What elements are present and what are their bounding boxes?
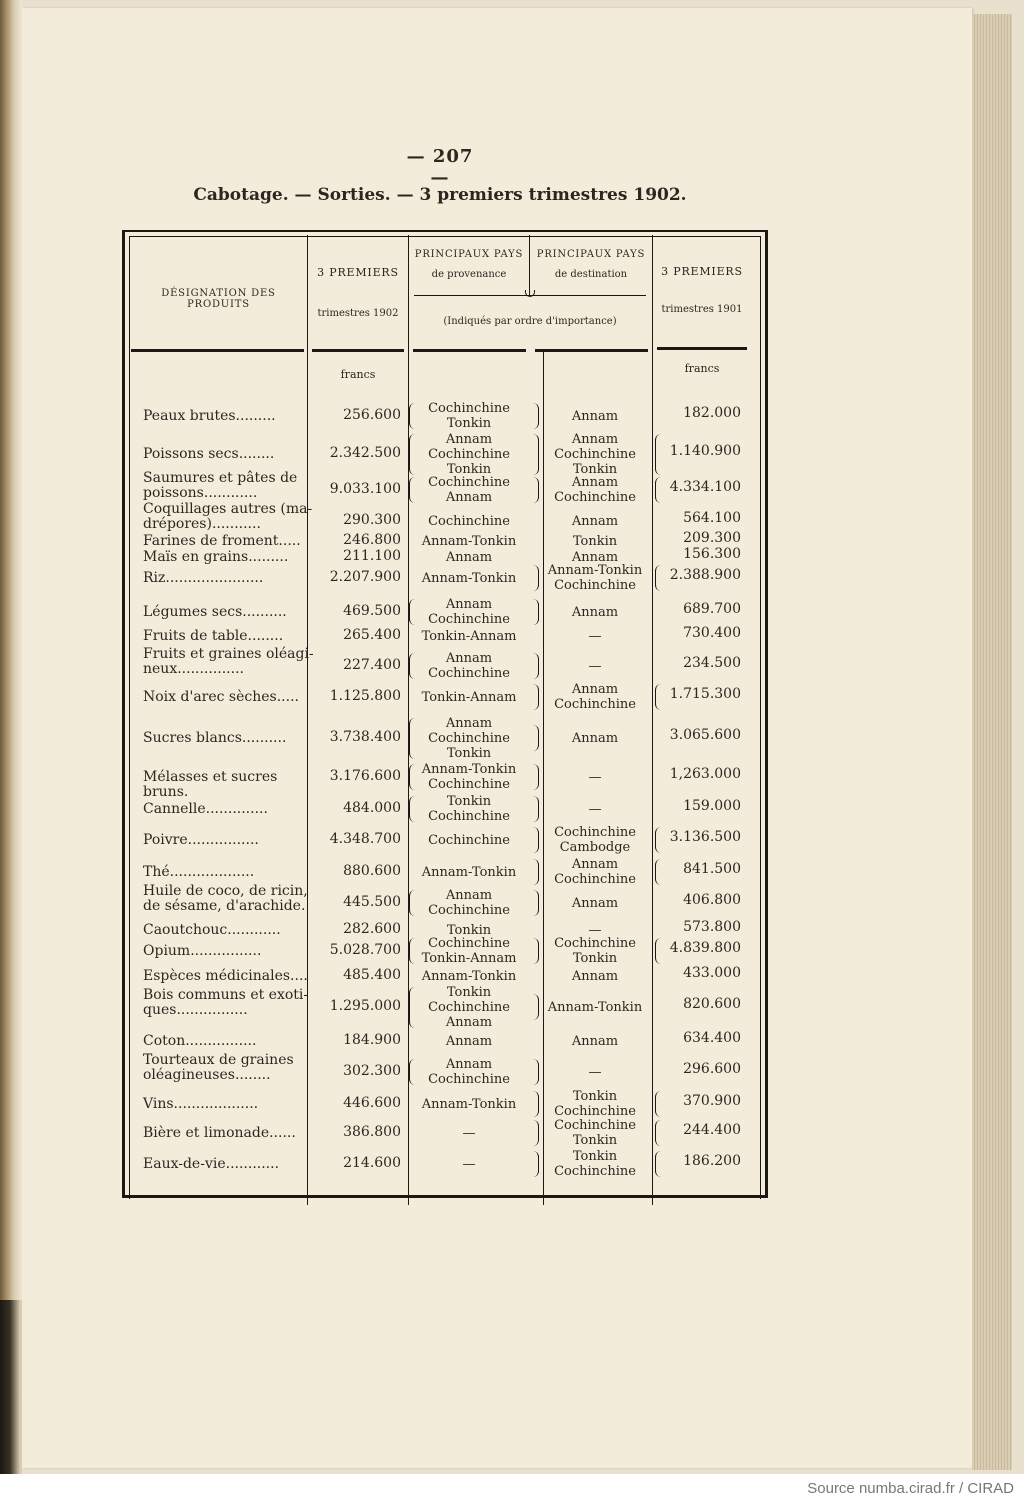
- value-1901: 4.839.800: [669, 940, 741, 956]
- provenance-countries-line: Cochinchine: [428, 475, 510, 490]
- provenance-countries: [412, 1157, 526, 1172]
- grouping-brace: [532, 599, 539, 625]
- source-credit: Source numba.cirad.fr / CIRAD: [807, 1480, 1014, 1497]
- header-provenance-bottom: de provenance: [431, 269, 507, 280]
- destination-countries-line: Annam: [571, 968, 619, 984]
- grouping-brace: [532, 684, 539, 710]
- destination-countries-line: Tonkin: [572, 1149, 618, 1164]
- provenance-countries-line: Annam: [445, 715, 493, 731]
- product-name: [143, 770, 315, 800]
- value-1902: 211.100: [343, 548, 401, 564]
- provenance-countries: [412, 833, 526, 848]
- provenance-countries-line: Annam: [445, 1033, 493, 1049]
- destination-countries-line: Cochinchine: [554, 446, 636, 462]
- product-name: [143, 923, 315, 938]
- provenance-countries-line: Cochinchine: [428, 612, 510, 627]
- destination-countries-line: Cochinchine: [554, 1164, 636, 1179]
- value-1901: 4.334.100: [669, 479, 741, 495]
- grouping-brace: [532, 477, 539, 503]
- product-name-line: Légumes secs..........: [143, 603, 287, 620]
- provenance-countries: [412, 985, 526, 1030]
- value-1902: 2.342.500: [329, 445, 401, 461]
- value-1902: 246.800: [343, 532, 401, 548]
- grouping-brace: [409, 938, 416, 964]
- grouping-brace: [409, 434, 416, 475]
- provenance-countries-line: Annam-Tonkin: [421, 762, 517, 777]
- header-rule: [413, 349, 526, 352]
- provenance-countries: [412, 762, 526, 792]
- product-name-line: Poivre................: [143, 831, 259, 848]
- header-1901-top: 3 PREMIERS: [661, 265, 743, 278]
- value-1901: 433.000: [683, 965, 741, 981]
- value-1901: 156.300: [683, 546, 741, 562]
- provenance-countries-line: Cochinchine: [428, 809, 510, 824]
- destination-countries-line: Tonkin: [572, 951, 618, 966]
- product-name-line: Espèces médicinales....: [143, 967, 308, 984]
- value-1902: 3.738.400: [329, 729, 401, 745]
- column-divider: [529, 235, 530, 295]
- grouping-brace: [532, 859, 539, 885]
- provenance-countries-line: —: [462, 1125, 476, 1141]
- destination-countries-line: Annam: [571, 549, 619, 565]
- provenance-countries: [412, 401, 526, 431]
- value-1902: 290.300: [343, 512, 401, 528]
- provenance-countries: [412, 1126, 526, 1141]
- product-name-line: ques................: [143, 1002, 248, 1018]
- destination-countries-line: Annam-Tonkin: [547, 999, 643, 1015]
- product-name-line: Cannelle..............: [143, 800, 268, 817]
- value-1902: 265.400: [343, 627, 401, 643]
- product-name-line: Bière et limonade......: [143, 1124, 296, 1141]
- grouping-brace: [532, 938, 539, 964]
- provenance-countries-line: Annam: [445, 549, 493, 565]
- grouping-brace: [532, 565, 539, 591]
- header-rule: [131, 349, 304, 352]
- value-1901: 159.000: [683, 798, 741, 814]
- provenance-countries-line: Annam: [445, 1057, 493, 1072]
- value-1901: 2.388.900: [669, 567, 741, 583]
- grouping-brace: [532, 796, 539, 822]
- product-name: [143, 833, 315, 848]
- grouping-brace: [409, 477, 416, 503]
- product-name-line: poissons............: [143, 485, 258, 501]
- provenance-countries-line: Tonkin-Annam: [421, 628, 517, 644]
- provenance-countries-line: Annam-Tonkin: [421, 864, 517, 880]
- destination-countries: [538, 1089, 652, 1119]
- destination-countries-line: Cochinchine: [554, 1118, 636, 1133]
- destination-countries: [538, 682, 652, 712]
- value-1902: 1.295.000: [329, 998, 401, 1014]
- product-name: [143, 1157, 315, 1172]
- provenance-countries: [412, 1057, 526, 1087]
- provenance-countries: [412, 794, 526, 824]
- value-1901: 3.136.500: [669, 829, 741, 845]
- provenance-countries: [412, 597, 526, 627]
- header-rule: [312, 349, 404, 352]
- provenance-countries-line: Cochinchine: [428, 903, 510, 918]
- value-1901: 182.000: [683, 405, 741, 421]
- product-name: [143, 571, 315, 586]
- destination-countries: [538, 1065, 652, 1080]
- product-name-line: Sucres blancs..........: [143, 729, 287, 746]
- destination-countries-line: Tonkin: [572, 1089, 618, 1104]
- value-1901: 209.300: [683, 530, 741, 546]
- provenance-countries: [412, 475, 526, 505]
- provenance-countries: [412, 514, 526, 529]
- provenance-countries: [412, 690, 526, 705]
- destination-countries-line: Cochinchine: [554, 1104, 636, 1119]
- grouping-brace: [532, 1120, 539, 1146]
- product-name-line: Coquillages autres (ma-: [143, 501, 313, 517]
- destination-countries-line: —: [588, 922, 602, 938]
- value-1902: 445.500: [343, 894, 401, 910]
- product-name-line: Farines de froment.....: [143, 532, 301, 549]
- provenance-countries-line: Annam: [445, 651, 493, 666]
- destination-countries: [538, 605, 652, 620]
- destination-countries: [538, 969, 652, 984]
- destination-countries: [538, 802, 652, 817]
- provenance-countries-line: Annam: [445, 1014, 493, 1030]
- value-1902: 484.000: [343, 800, 401, 816]
- product-name-line: Saumures et pâtes de: [143, 470, 298, 486]
- page-edges: [972, 14, 1012, 1470]
- destination-countries-line: Cochinchine: [554, 825, 636, 840]
- grouping-brace: [409, 764, 416, 790]
- destination-countries-line: Annam: [571, 682, 619, 697]
- value-1902: 282.600: [343, 921, 401, 937]
- value-1902: 4.348.700: [329, 831, 401, 847]
- product-name-line: Fruits de table........: [143, 627, 284, 644]
- value-1902: 9.033.100: [329, 481, 401, 497]
- destination-countries: [538, 825, 652, 855]
- column-divider: [652, 235, 653, 1205]
- product-name: [143, 447, 315, 462]
- destination-countries-line: Cambodge: [559, 840, 631, 855]
- value-1902: 2.207.900: [329, 569, 401, 585]
- value-1901: 186.200: [683, 1153, 741, 1169]
- header-1902-top: 3 PREMIERS: [317, 266, 399, 279]
- header-destination-top: PRINCIPAUX PAYS: [536, 249, 646, 260]
- header-1902-bottom: trimestres 1902: [317, 308, 399, 319]
- header-1901-bottom: trimestres 1901: [661, 304, 743, 315]
- provenance-countries-line: Cochinchine: [428, 1072, 510, 1087]
- destination-countries-line: —: [588, 769, 602, 785]
- destination-countries-line: Cochinchine: [554, 490, 636, 505]
- product-name: [143, 534, 315, 549]
- product-name: [143, 802, 315, 817]
- provenance-countries: [412, 1034, 526, 1049]
- grouping-brace: [409, 653, 416, 679]
- destination-countries-line: —: [588, 628, 602, 644]
- destination-countries: [538, 409, 652, 424]
- provenance-countries: [412, 1097, 526, 1112]
- value-1901: 730.400: [683, 625, 741, 641]
- product-name: [143, 988, 315, 1018]
- grouping-brace: [409, 1059, 416, 1085]
- product-name-line: Coton................: [143, 1032, 257, 1049]
- destination-countries-line: Annam: [571, 475, 619, 490]
- value-1901: 689.700: [683, 601, 741, 617]
- grouping-brace: [409, 796, 416, 822]
- grouping-brace: [532, 434, 539, 475]
- destination-countries-line: Cochinchine: [554, 697, 636, 712]
- provenance-countries: [412, 888, 526, 918]
- product-name-line: Fruits et graines oléagi-: [143, 646, 314, 662]
- product-name: [143, 1126, 315, 1141]
- header-rule: [535, 349, 648, 352]
- destination-countries: [538, 1000, 652, 1015]
- product-name-line: Opium................: [143, 942, 262, 959]
- product-name-line: Peaux brutes.........: [143, 407, 276, 424]
- destination-countries-line: Cochinchine: [554, 936, 636, 951]
- destination-countries: [538, 1034, 652, 1049]
- provenance-countries-line: Tonkin: [446, 416, 492, 431]
- destination-countries: [538, 475, 652, 505]
- destination-countries: [538, 936, 652, 966]
- provenance-countries-line: Tonkin-Annam: [421, 951, 517, 966]
- destination-countries: [538, 770, 652, 785]
- grouping-brace: [409, 599, 416, 625]
- provenance-countries: [412, 534, 526, 549]
- provenance-countries: [412, 629, 526, 644]
- product-name: [143, 690, 315, 705]
- value-1901: 1.140.900: [669, 443, 741, 459]
- grouping-brace: [532, 890, 539, 916]
- product-name-line: Riz......................: [143, 569, 264, 586]
- value-1901: 296.600: [683, 1061, 741, 1077]
- provenance-countries: [412, 550, 526, 565]
- provenance-countries: [412, 936, 526, 966]
- product-name-line: drépores)...........: [143, 516, 261, 532]
- product-name-line: Maïs en grains.........: [143, 548, 289, 565]
- provenance-countries-line: Annam-Tonkin: [421, 533, 517, 549]
- product-name: [143, 471, 315, 501]
- grouping-brace: [532, 1151, 539, 1177]
- grouping-brace: [532, 1091, 539, 1117]
- provenance-countries-line: Annam: [445, 597, 493, 612]
- book-binding-cover: [0, 1300, 22, 1474]
- destination-countries: [538, 1118, 652, 1148]
- header-provenance-top: PRINCIPAUX PAYS: [414, 249, 524, 260]
- product-name: [143, 865, 315, 880]
- destination-countries: [538, 731, 652, 746]
- product-name: [143, 502, 315, 532]
- header-designation: DÉSIGNATION DES PRODUITS: [161, 288, 276, 310]
- provenance-countries-line: Annam: [445, 888, 493, 903]
- destination-countries-line: —: [588, 801, 602, 817]
- destination-countries-line: Annam-Tonkin: [547, 563, 643, 578]
- product-name: [143, 550, 315, 565]
- value-1901: 406.800: [683, 892, 741, 908]
- product-name-line: Bois communs et exoti-: [143, 987, 309, 1003]
- product-name-line: Caoutchouc............: [143, 921, 281, 938]
- provenance-countries-line: Cochinchine: [428, 401, 510, 416]
- product-name: [143, 409, 315, 424]
- provenance-countries-line: —: [462, 1156, 476, 1172]
- provenance-countries-line: Cochinchine: [428, 513, 510, 529]
- value-1902: 214.600: [343, 1155, 401, 1171]
- provenance-countries-line: Annam-Tonkin: [421, 1096, 517, 1112]
- provenance-countries-line: Cochinchine: [428, 446, 510, 462]
- product-name-line: Thé...................: [143, 863, 255, 880]
- product-name-line: neux...............: [143, 661, 244, 677]
- header-rule: [657, 347, 747, 350]
- provenance-countries-line: Tonkin-Annam: [421, 689, 517, 705]
- destination-countries: [538, 857, 652, 887]
- destination-countries-line: Annam: [571, 513, 619, 529]
- value-1902: 302.300: [343, 1063, 401, 1079]
- provenance-countries: [412, 651, 526, 681]
- grouping-brace: [532, 764, 539, 790]
- unit-1902: francs: [340, 368, 376, 381]
- destination-countries: [538, 534, 652, 549]
- header-order-note: (Indiqués par ordre d'importance): [443, 316, 617, 327]
- product-name: [143, 647, 315, 677]
- destination-countries-line: Annam: [571, 604, 619, 620]
- value-1902: 485.400: [343, 967, 401, 983]
- destination-countries-line: Annam: [571, 431, 619, 447]
- value-1901: 234.500: [683, 655, 741, 671]
- value-1901: 564.100: [683, 510, 741, 526]
- product-name: [143, 969, 315, 984]
- value-1902: 386.800: [343, 1124, 401, 1140]
- provenance-countries-line: Cochinchine: [428, 666, 510, 681]
- value-1901: 3.065.600: [669, 727, 741, 743]
- destination-countries-line: Annam: [571, 895, 619, 911]
- grouping-brace: [532, 994, 539, 1020]
- value-1901: 1,263.000: [669, 766, 741, 782]
- provenance-countries-line: Cochinchine: [428, 730, 510, 746]
- provenance-countries-line: Tonkin: [446, 922, 492, 938]
- value-1902: 446.600: [343, 1095, 401, 1111]
- product-name-line: Eaux-de-vie............: [143, 1155, 280, 1172]
- provenance-countries-line: Cochinchine: [428, 777, 510, 792]
- provenance-countries-line: Annam-Tonkin: [421, 968, 517, 984]
- value-1902: 256.600: [343, 407, 401, 423]
- value-1901: 573.800: [683, 919, 741, 935]
- product-name: [143, 731, 315, 746]
- product-name: [143, 605, 315, 620]
- destination-countries-line: —: [588, 1064, 602, 1080]
- destination-countries: [538, 563, 652, 593]
- grouping-brace: [532, 1059, 539, 1085]
- destination-countries: [538, 1149, 652, 1179]
- product-name-line: Poissons secs........: [143, 445, 275, 462]
- provenance-countries-line: Cochinchine: [428, 999, 510, 1015]
- destination-countries: [538, 514, 652, 529]
- product-name-line: oléagineuses........: [143, 1067, 271, 1083]
- value-1902: 469.500: [343, 603, 401, 619]
- grouping-brace: [409, 890, 416, 916]
- provenance-countries-line: Annam: [445, 490, 493, 505]
- grouping-brace: [409, 718, 416, 759]
- value-1902: 880.600: [343, 863, 401, 879]
- destination-countries-line: Annam: [571, 857, 619, 872]
- provenance-countries: [412, 865, 526, 880]
- destination-countries-line: Annam: [571, 408, 619, 424]
- product-name: [143, 944, 315, 959]
- grouping-brace: [532, 827, 539, 853]
- destination-countries-line: Annam: [571, 730, 619, 746]
- provenance-countries-line: Tonkin: [446, 794, 492, 809]
- grouping-brace: [532, 725, 539, 751]
- destination-countries: [538, 629, 652, 644]
- grouping-brace: [409, 987, 416, 1028]
- destination-countries-line: Cochinchine: [554, 578, 636, 593]
- provenance-countries: [412, 571, 526, 586]
- product-name-line: Vins...................: [143, 1095, 259, 1112]
- grouping-brace: [532, 403, 539, 429]
- provenance-countries-line: Cochinchine: [428, 936, 510, 951]
- value-1901: 634.400: [683, 1030, 741, 1046]
- value-1901: 244.400: [683, 1122, 741, 1138]
- destination-countries-line: Cochinchine: [554, 872, 636, 887]
- value-1902: 1.125.800: [329, 688, 401, 704]
- provenance-countries-line: Annam-Tonkin: [421, 570, 517, 586]
- provenance-countries: [412, 432, 526, 477]
- value-1902: 3.176.600: [329, 768, 401, 784]
- unit-1901: francs: [684, 362, 720, 375]
- provenance-countries: [412, 969, 526, 984]
- product-name-line: Huile de coco, de ricin,: [143, 883, 308, 899]
- value-1901: 1.715.300: [669, 686, 741, 702]
- product-name: [143, 1097, 315, 1112]
- product-name: [143, 1053, 315, 1083]
- product-name-line: de sésame, d'arachide.: [143, 898, 306, 914]
- product-name-line: Noix d'arec sèches.....: [143, 688, 299, 705]
- product-name-line: Mélasses et sucres bruns.: [143, 768, 278, 800]
- product-name: [143, 884, 315, 914]
- product-name: [143, 629, 315, 644]
- value-1901: 370.900: [683, 1093, 741, 1109]
- provenance-countries-line: Tonkin: [446, 745, 492, 761]
- destination-countries-line: Annam: [571, 1033, 619, 1049]
- grouping-brace: [409, 403, 416, 429]
- provenance-countries-line: Cochinchine: [428, 832, 510, 848]
- destination-countries: [538, 432, 652, 477]
- page-number: — 207 —: [406, 146, 474, 188]
- destination-countries-line: Tonkin: [572, 1133, 618, 1148]
- product-name: [143, 1034, 315, 1049]
- provenance-countries: [412, 716, 526, 761]
- page-title: Cabotage. — Sorties. — 3 premiers trimestres 1902.: [193, 185, 687, 205]
- provenance-countries-line: Annam: [445, 431, 493, 447]
- destination-countries-line: —: [588, 658, 602, 674]
- destination-countries: [538, 659, 652, 674]
- header-destination-bottom: de destination: [554, 269, 628, 280]
- provenance-countries-line: Tonkin: [446, 461, 492, 477]
- value-1902: 227.400: [343, 657, 401, 673]
- value-1902: 5.028.700: [329, 942, 401, 958]
- provenance-countries-line: Tonkin: [446, 984, 492, 1000]
- grouping-brace: [532, 653, 539, 679]
- book-binding: [0, 0, 22, 1474]
- destination-countries-line: Tonkin: [572, 533, 618, 549]
- product-name-line: Tourteaux de graines: [143, 1052, 294, 1068]
- value-1901: 820.600: [683, 996, 741, 1012]
- destination-countries-line: Tonkin: [572, 461, 618, 477]
- value-1902: 184.900: [343, 1032, 401, 1048]
- destination-countries: [538, 896, 652, 911]
- value-1901: 841.500: [683, 861, 741, 877]
